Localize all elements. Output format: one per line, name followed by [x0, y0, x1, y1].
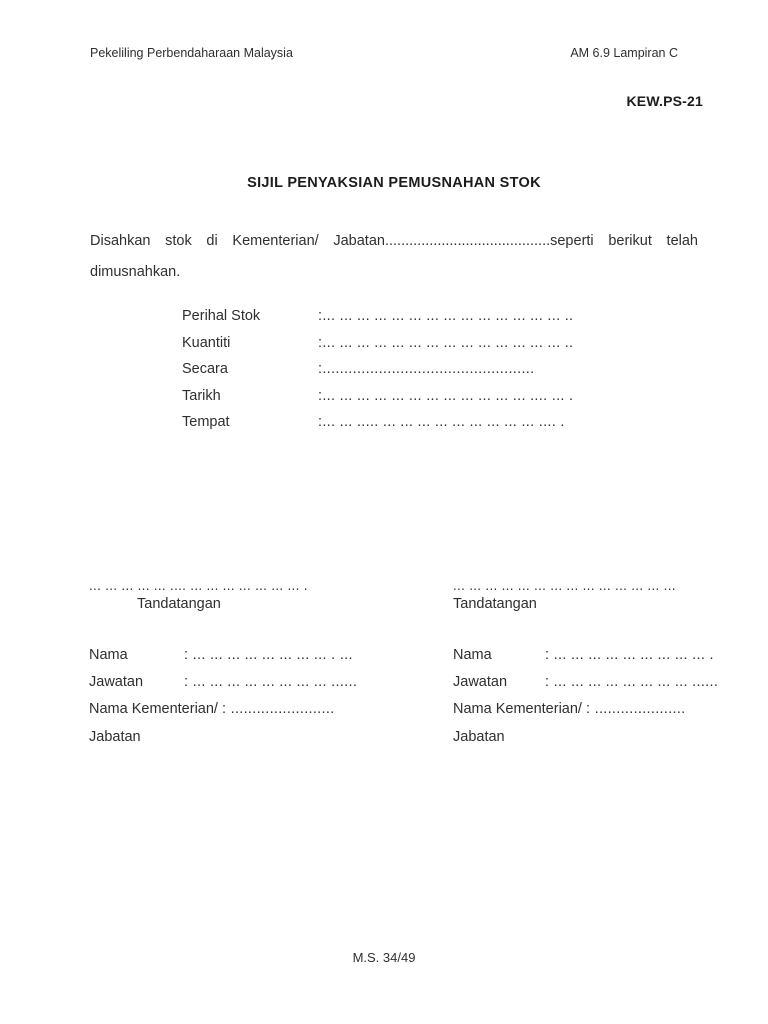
sig-row-nama: [453, 647, 753, 674]
field-row-secara: [182, 361, 698, 388]
sig-label: Nama Kementerian/: [89, 701, 218, 718]
page-header: [90, 46, 678, 60]
signature-caption: Tandatangan: [137, 596, 221, 612]
signature-caption: Tandatangan: [453, 596, 537, 612]
sig-dotted-value: : ........................: [221, 701, 335, 718]
field-label: Tarikh: [182, 387, 221, 404]
signature-info-rows: [89, 647, 389, 756]
field-dotted-value: :.................................................: [318, 361, 535, 378]
sig-row-jabatan: [89, 729, 389, 756]
intro-line-2: dimusnahkan.: [90, 264, 181, 280]
field-row-tempat: [182, 414, 698, 441]
sig-label: Nama: [89, 647, 128, 663]
signature-dotted-line: ... ... ... ... ... .... ... ... ... ... ... ... ... .: [89, 578, 308, 593]
field-dotted-value: :... ... ... ... ... ... ... ... ... ... ... ... .... ... .: [318, 387, 574, 404]
document-title: SIJIL PENYAKSIAN PEMUSNAHAN STOK: [247, 175, 541, 191]
sig-label: Nama: [453, 647, 492, 663]
field-label: Kuantiti: [182, 334, 231, 351]
sig-row-jabatan: [453, 729, 753, 756]
sig-label: Nama Kementerian/: [453, 701, 582, 718]
sig-dotted-value: : .....................: [585, 701, 686, 718]
signature-info-rows: [453, 647, 753, 756]
header-left-text: Pekeliling Perbendaharaan Malaysia: [90, 46, 293, 60]
field-row-perihal-stok: [182, 308, 698, 335]
field-row-tarikh: [182, 388, 698, 415]
sig-row-nama-kementerian: [453, 701, 753, 728]
field-dotted-value: :... ... ... ... ... ... ... ... ... ... ... ... ... ... ..: [318, 334, 574, 351]
field-label: Tempat: [182, 414, 230, 431]
stock-fields: [182, 308, 698, 441]
sig-dotted-value: : ... ... ... ... ... ... ... ... ... .: [545, 647, 714, 663]
field-dotted-value: :... ... ... ... ... ... ... ... ... ... ... ... ... ... ..: [318, 308, 574, 324]
signature-block-right: [453, 578, 753, 756]
sig-row-jawatan: [453, 674, 753, 701]
header-right-text: AM 6.9 Lampiran C: [570, 46, 678, 60]
sig-row-nama-kementerian: [89, 701, 389, 728]
page-number: M.S. 34/49: [352, 950, 416, 965]
form-code: KEW.PS-21: [626, 93, 703, 109]
intro-line-1: Disahkan stok di Kementerian/ Jabatan.........................................seperti berikut telah: [90, 233, 698, 249]
sig-row-jawatan: [89, 674, 389, 701]
signature-block-left: [89, 578, 389, 756]
sig-label: Jawatan: [453, 674, 508, 691]
field-dotted-value: :... ... ..... ... ... ... ... ... ... ... ... ... .... .: [318, 414, 565, 431]
sig-row-nama: [89, 647, 389, 674]
sig-label: Jawatan: [89, 674, 144, 691]
sig-label: Jabatan: [453, 728, 505, 745]
field-row-kuantiti: [182, 335, 698, 362]
sig-dotted-value: : ... ... ... ... ... ... ... ... . ...: [184, 647, 353, 663]
intro-paragraph: [90, 226, 698, 288]
field-label: Secara: [182, 361, 228, 378]
field-label: Perihal Stok: [182, 308, 261, 324]
sig-dotted-value: : ... ... ... ... ... ... ... ... ......: [184, 674, 358, 691]
sig-dotted-value: : ... ... ... ... ... ... ... ... ......: [545, 674, 719, 691]
signature-dotted-line: ... ... ... ... ... ... ... ... ... ... ... ... ... ...: [453, 578, 676, 593]
sig-label: Jabatan: [89, 728, 141, 745]
